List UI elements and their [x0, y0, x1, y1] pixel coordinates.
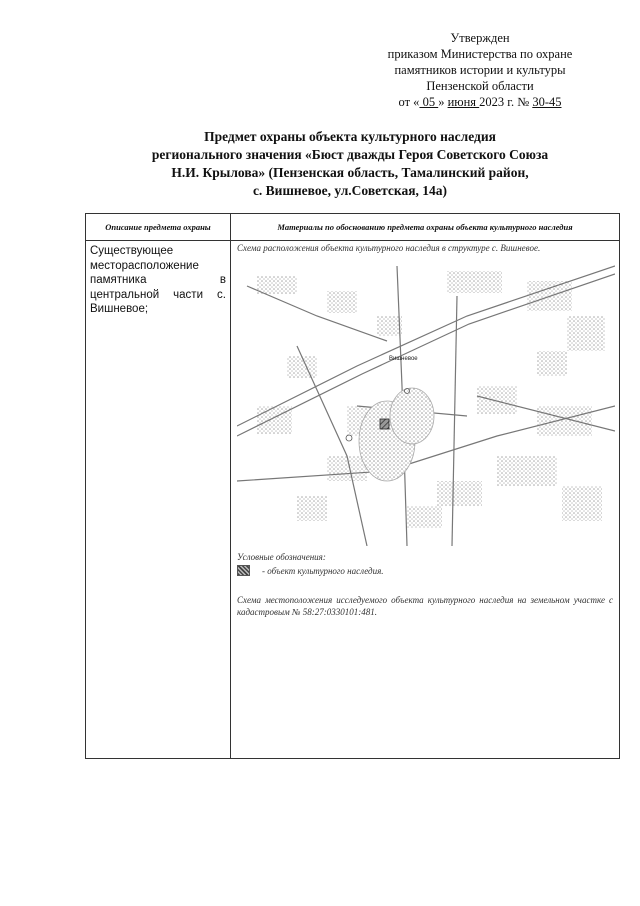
map-blocks	[257, 271, 605, 528]
approval-line: Утвержден	[450, 31, 510, 45]
heritage-swatch-icon	[237, 565, 250, 576]
table-row	[86, 241, 620, 759]
left-cell	[86, 241, 231, 759]
protection-table	[85, 213, 620, 759]
date-day: 05	[419, 95, 439, 109]
approval-date-line	[340, 94, 620, 110]
date-month: июня	[447, 95, 480, 109]
title-line: Предмет охраны объекта культурного наследия	[204, 129, 496, 144]
approval-line: приказом Министерства по охране	[387, 47, 573, 61]
document-title	[90, 128, 610, 200]
approval-line: памятников истории и культуры	[394, 63, 566, 77]
order-number: 30-45	[532, 95, 562, 109]
legend-title: Условные обозначения:	[237, 552, 326, 562]
heritage-object-marker	[380, 419, 389, 429]
map-caption: Схема расположения объекта культурного наследия в структуре с. Вишневое.	[237, 243, 541, 253]
right-cell	[231, 241, 620, 759]
scheme-note: Схема местоположения исследуемого объекта культурного наследия на земельном участке с кадастровым № 58:27:0330101:481.	[237, 595, 613, 617]
date-year: 2023 г. №	[479, 95, 533, 109]
header-right: Материалы по обоснованию предмета охраны объекта культурного наследия	[231, 214, 620, 241]
map-label-village: Вишневое	[389, 356, 418, 362]
table-header-row	[86, 214, 620, 241]
date-prefix: от «	[398, 95, 420, 109]
village-map	[237, 256, 615, 546]
date-mid: »	[438, 95, 448, 109]
approval-block	[340, 30, 620, 110]
title-line: Н.И. Крылова» (Пензенская область, Тамалинский район,	[171, 165, 529, 180]
title-line: с. Вишневое, ул.Советская, 14а)	[252, 183, 448, 198]
title-line: регионального значения «Бюст дважды Героя Советского Союза	[151, 147, 549, 162]
legend-row	[237, 565, 613, 576]
legend-item: - объект культурного наследия.	[262, 565, 384, 576]
location-description: Существующее месторасположение памятника в центральной части с. Вишневое;	[90, 245, 226, 315]
header-left: Описание предмета охраны	[86, 214, 231, 241]
approval-line: Пензенской области	[426, 79, 534, 93]
